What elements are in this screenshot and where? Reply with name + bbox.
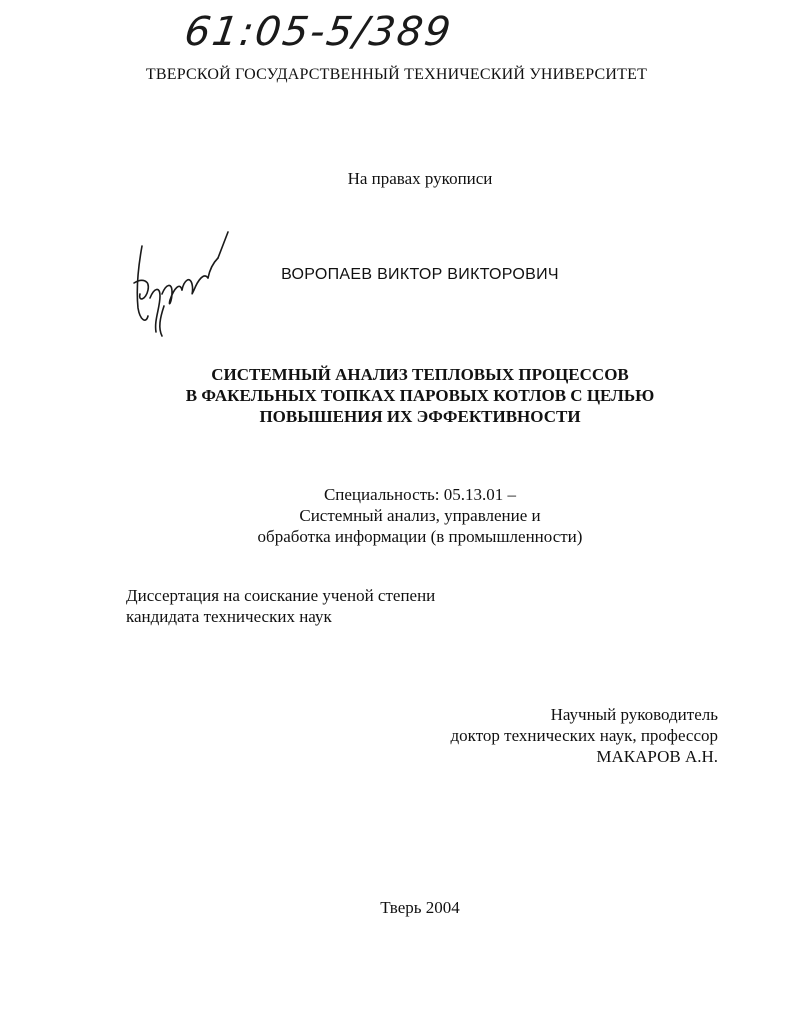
title-line: ПОВЫШЕНИЯ ИХ ЭФФЕКТИВНОСТИ xyxy=(259,407,581,426)
author-name: ВОРОПАЕВ ВИКТОР ВИКТОРОВИЧ xyxy=(281,266,559,283)
degree-line: Диссертация на соискание ученой степени xyxy=(126,586,436,605)
supervisor-line: доктор технических наук, профессор xyxy=(450,726,718,745)
specialty-line: Специальность: 05.13.01 – xyxy=(323,485,517,504)
specialty-line: обработка информации (в промышленности) xyxy=(257,527,583,546)
specialty-block xyxy=(0,484,793,547)
title-line: СИСТЕМНЫЙ АНАЛИЗ ТЕПЛОВЫХ ПРОЦЕССОВ xyxy=(211,365,629,384)
university-name: ТВЕРСКОЙ ГОСУДАРСТВЕННЫЙ ТЕХНИЧЕСКИЙ УНИВЕРСИТЕТ xyxy=(145,66,648,83)
city-year: Тверь 2004 xyxy=(380,898,460,917)
archive-code: 61:05-5/389 xyxy=(181,9,456,55)
dissertation-title xyxy=(0,364,793,427)
degree-line: кандидата технических наук xyxy=(126,607,332,626)
supervisor-line: Научный руководитель xyxy=(550,705,718,724)
rights-note: На правах рукописи xyxy=(347,169,493,188)
supervisor-line: МАКАРОВ А.Н. xyxy=(596,747,718,766)
degree-statement xyxy=(126,585,435,627)
specialty-line: Системный анализ, управление и xyxy=(299,506,541,525)
supervisor-block xyxy=(451,704,718,767)
title-line: В ФАКЕЛЬНЫХ ТОПКАХ ПАРОВЫХ КОТЛОВ С ЦЕЛЬЮ xyxy=(185,386,655,405)
author-signature xyxy=(120,228,235,343)
